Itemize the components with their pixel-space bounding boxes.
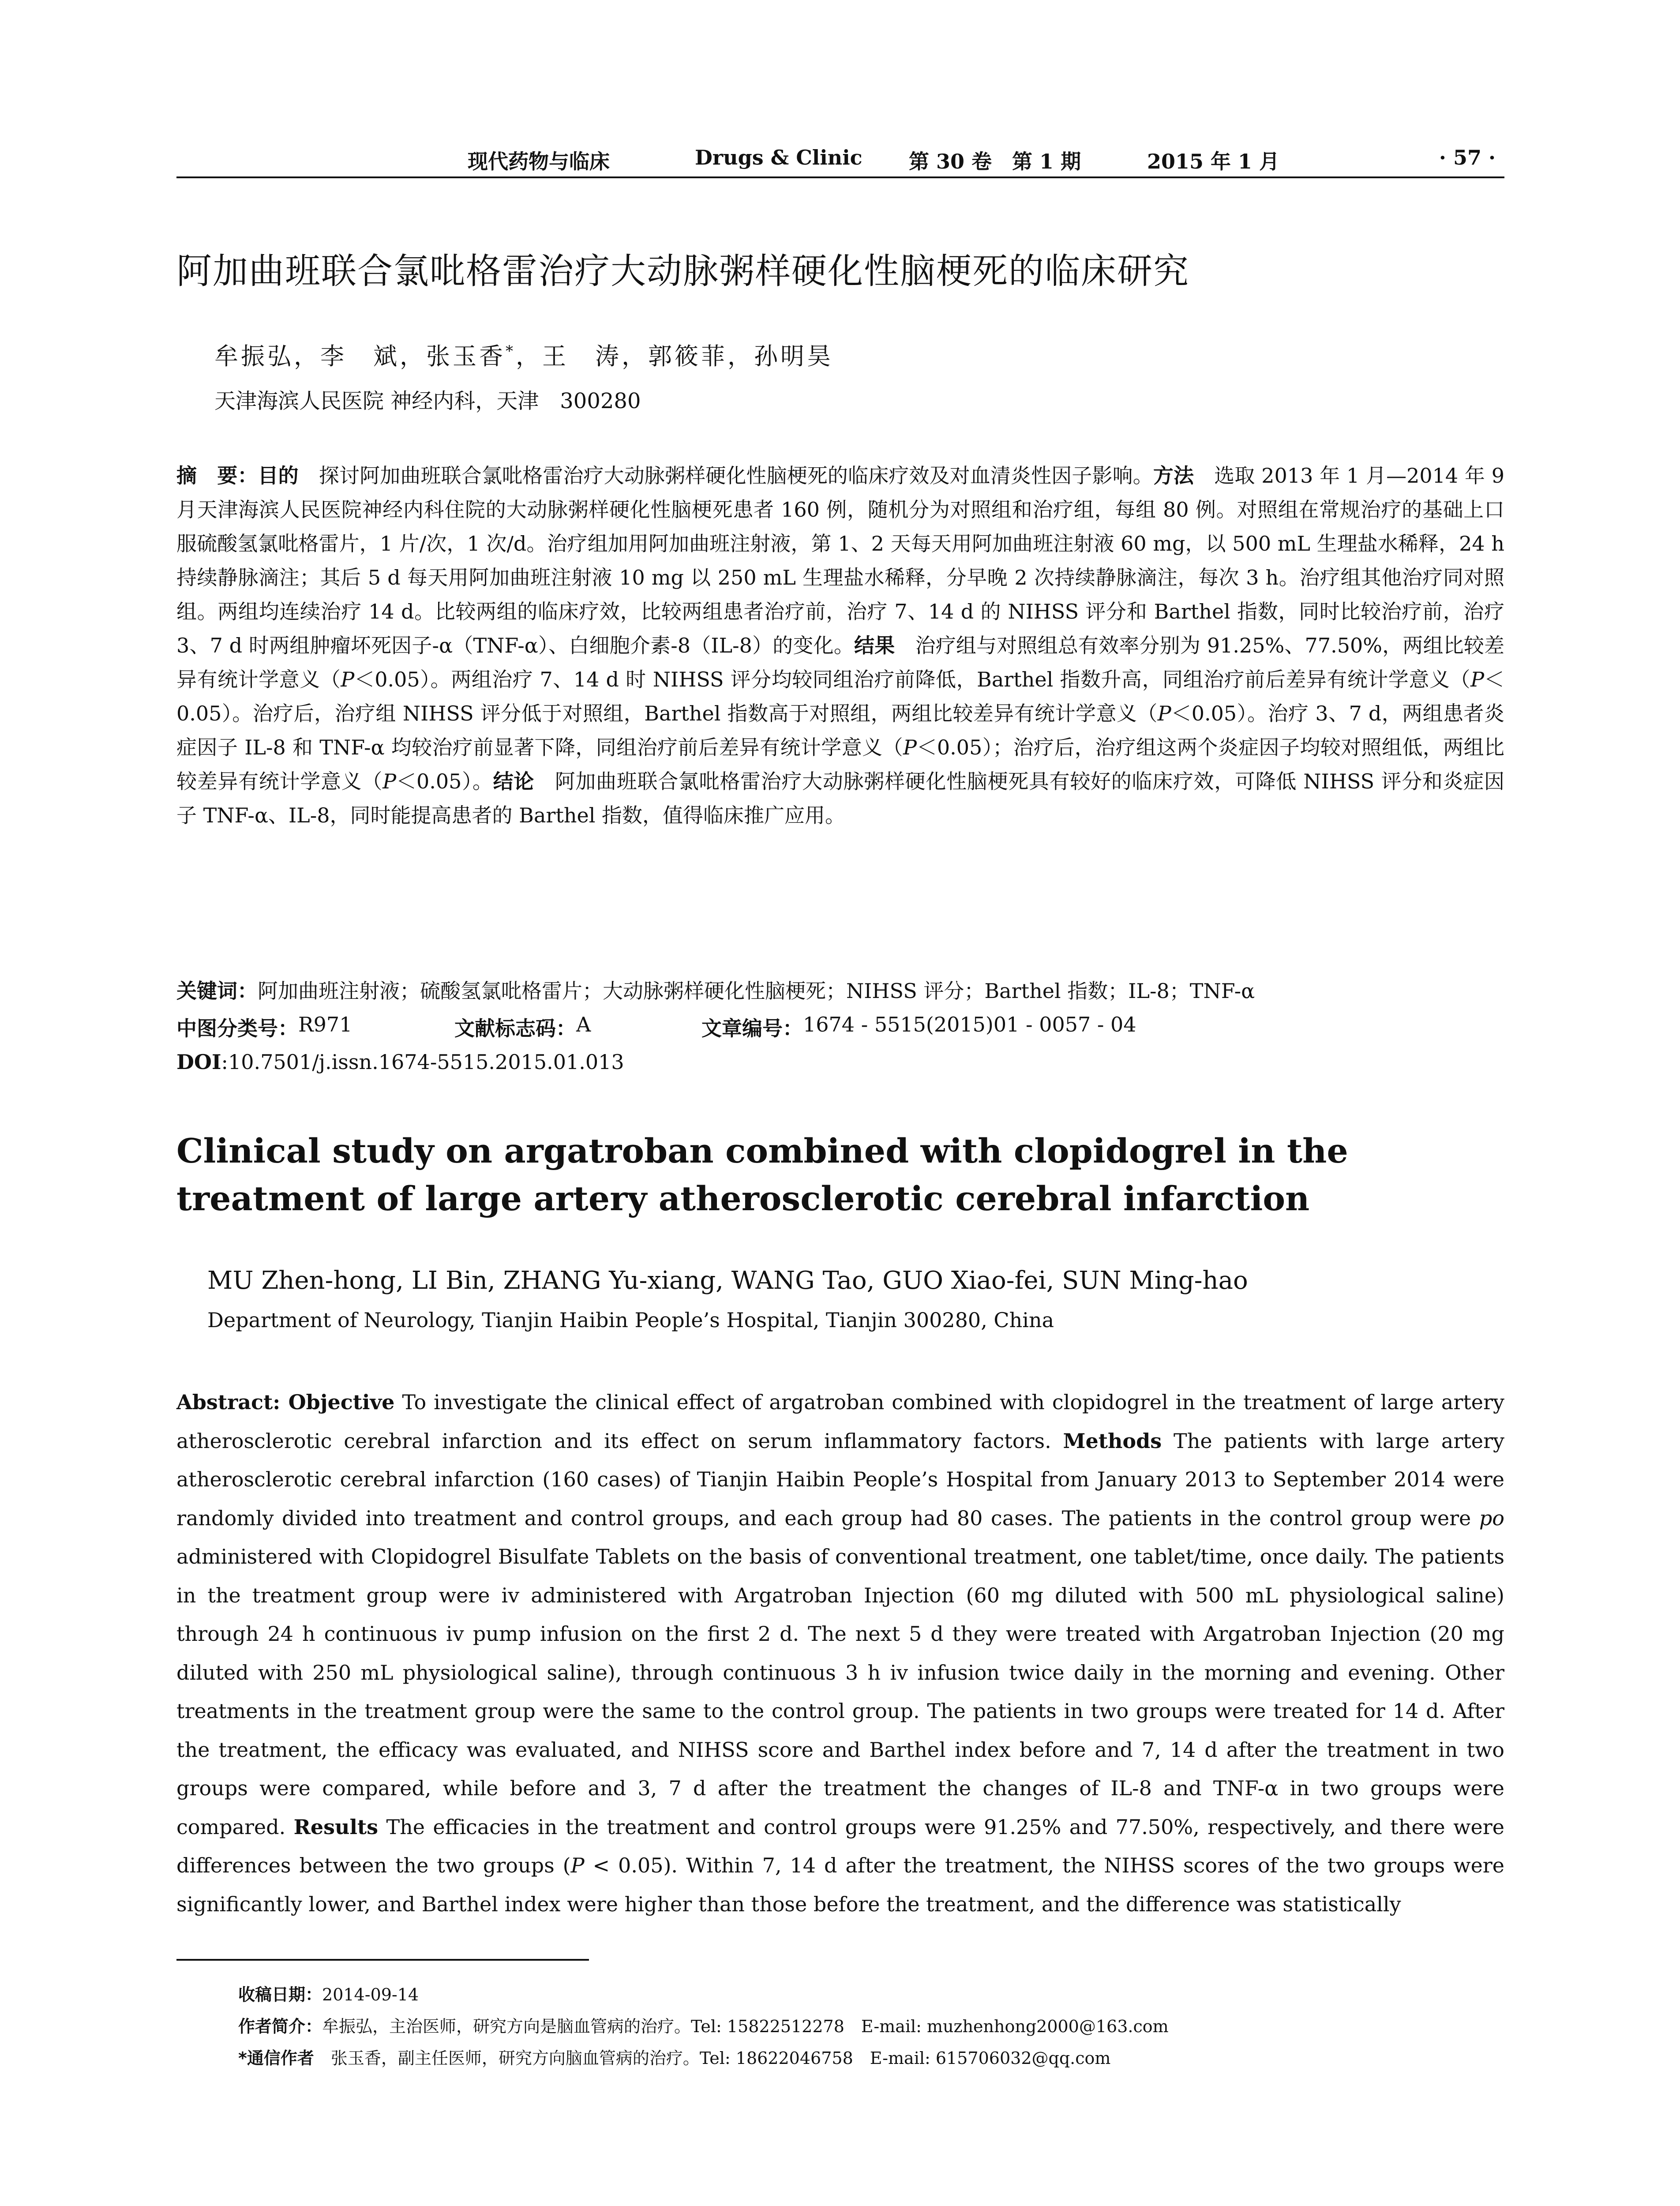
results-text-cn: ＜0.05）；治疗后，治疗组这两个炎症因子均较对照组低，两组比较差异有统计学意义（: [176, 735, 1505, 793]
article-number: [701, 1013, 1136, 1042]
footnote-rule: [176, 1959, 589, 1961]
p-value-symbol: P: [1470, 668, 1485, 691]
volume-issue: 第 30 卷 第 1 期: [909, 150, 1081, 173]
po-abbrev: po: [1479, 1506, 1504, 1530]
author-bio-text: 牟振弘，主治医师，研究方向是脑血管病的治疗。Tel: 15822512278 E-mail: muzhenhong2000@163.com: [322, 2017, 1169, 2036]
received-label: 收稿日期：: [238, 1985, 322, 2004]
methods-label-cn: 方法: [1153, 464, 1194, 488]
results-label-en: Results: [293, 1815, 379, 1839]
doi: [176, 1050, 624, 1074]
abstract-en: [176, 1383, 1504, 1924]
journal-name-cn: 现代药物与临床: [468, 150, 610, 173]
author-bio: [238, 2011, 1169, 2042]
objective-label-cn: 目的: [258, 464, 299, 488]
footnotes: [238, 1979, 1169, 2074]
authors-cn-before: 牟振弘，李 斌，张玉香: [214, 342, 506, 370]
document-code-label: 文献标志码：: [454, 1017, 576, 1040]
results-text-cn: ＜0.05）。治疗后，治疗组 NIHSS 评分低于对照组，Barthel 指数高于对照组，两组比较差异有统计学意义（: [176, 668, 1505, 725]
keywords-label: 关键词：: [176, 979, 258, 1003]
clc-value: R971: [298, 1013, 352, 1036]
doi-label: DOI: [176, 1050, 221, 1074]
page-number: · 57 ·: [1439, 146, 1496, 169]
doi-value: :10.7501/j.issn.1674-5515.2015.01.013: [221, 1050, 624, 1074]
conclusion-label-cn: 结论: [493, 769, 534, 793]
results-text-cn: ＜0.05）。: [396, 769, 493, 793]
authors-cn: [214, 338, 833, 371]
author-bio-label: 作者简介：: [238, 2017, 322, 2036]
abstract-en-label: Abstract: Objective: [176, 1390, 395, 1414]
article-number-value: 1674 - 5515(2015)01 - 0057 - 04: [803, 1013, 1136, 1036]
p-value-symbol: P: [1157, 702, 1171, 725]
keywords-text: 阿加曲班注射液；硫酸氢氯吡格雷片；大动脉粥样硬化性脑梗死；NIHSS 评分；Barthel 指数；IL-8；TNF-α: [258, 979, 1255, 1003]
keywords-cn: [176, 975, 1504, 1004]
results-text-cn: 治疗组与对照组总有效率分别为 91.25%、77.50%，两组比较差异有统计学意义（: [176, 634, 1505, 691]
corresponding-text: 张玉香，副主任医师，研究方向脑血管病的治疗。Tel: 18622046758 E-mail: 615706032@qq.com: [314, 2048, 1111, 2068]
title-cn: 阿加曲班联合氯吡格雷治疗大动脉粥样硬化性脑梗死的临床研究: [176, 251, 1189, 292]
abstract-cn: [176, 459, 1504, 833]
corresponding-mark: *: [506, 342, 516, 360]
abstract-cn-label: 摘 要：: [176, 464, 258, 488]
methods-text-en: The patients with large artery atherosclerotic cerebral infarction (160 cases) of Tianjin Haibin People’s Hospital from January 2013 to September 2014 were randomly divided into treatment and control groups, and each group had 80 cases. The patients in the control group were: [176, 1429, 1504, 1530]
affiliation-en: Department of Neurology, Tianjin Haibin People’s Hospital, Tianjin 300280, China: [207, 1308, 1054, 1332]
journal-name-en: Drugs & Clinic: [695, 146, 862, 169]
received-value: 2014-09-14: [322, 1985, 419, 2004]
title-en: Clinical study on argatroban combined with clopidogrel in the treatment of large artery atherosclerotic cerebral infarction: [176, 1131, 1348, 1218]
methods-label-en: Methods: [1063, 1429, 1162, 1453]
results-text-cn: ＜0.05）。治疗 3、7 d，两组患者炎症因子 IL-8 和 TNF-α 均较治疗前显著下降，同组治疗前后差异有统计学意义（: [176, 702, 1504, 759]
objective-text-cn: 探讨阿加曲班联合氯吡格雷治疗大动脉粥样硬化性脑梗死的临床疗效及对血清炎性因子影响。: [298, 464, 1153, 488]
corresponding-author: [238, 2042, 1169, 2074]
results-text-en: < 0.05). Within 7, 14 d after the treatment, the NIHSS scores of the two groups were significantly lower, and Barthel index were higher than those before the treatment, and the difference was statistically: [176, 1853, 1505, 1916]
p-value-symbol: P: [341, 668, 355, 691]
results-text-cn: ＜0.05）。两组治疗 7、14 d 时 NIHSS 评分均较同组治疗前降低，Barthel 指数升高，同组治疗前后差异有统计学意义（: [354, 668, 1471, 691]
article-number-label: 文章编号：: [701, 1017, 803, 1040]
objective-text-en: To investigate the clinical effect of argatroban combined with clopidogrel in the treatment of large artery atherosclerotic cerebral infarction and its effect on serum inflammatory factors.: [176, 1390, 1505, 1453]
header-rule: [176, 176, 1504, 178]
methods-text-en: administered with Clopidogrel Bisulfate Tablets on the basis of conventional treatment, one tablet/time, once daily. The patients in the treatment group were iv administered with Argatroban Injection (60 mg diluted with 500 mL physiological saline) through 24 h continuous iv pump infusion on the first 2 d. The next 5 d they were treated with Argatroban Injection (20 mg diluted with 250 mL physiological saline), through continuous 3 h iv infusion twice daily in the morning and evening. Other treatments in the treatment group were the same to the control group. The patients in two groups were treated for 14 d. After the treatment, the efficacy was evaluated, and NIHSS score and Barthel index before and 7, 14 d after the treatment in two groups were compared, while before and 3, 7 d after the treatment the changes of IL-8 and TNF-α in two groups were compared.: [176, 1545, 1504, 1839]
running-header: [176, 146, 1504, 181]
conclusion-text-cn: 阿加曲班联合氯吡格雷治疗大动脉粥样硬化性脑梗死具有较好的临床疗效，可降低 NIHSS 评分和炎症因子 TNF-α、IL-8，同时能提高患者的 Barthel 指数，值得临床推广应用。: [176, 769, 1505, 827]
issue-date: 2015 年 1 月: [1147, 150, 1280, 173]
clc-label: 中图分类号：: [176, 1017, 298, 1040]
document-code: [454, 1013, 591, 1042]
document-code-value: A: [576, 1013, 591, 1036]
methods-text-cn: 选取 2013 年 1 月—2014 年 9 月天津海滨人民医院神经内科住院的大动脉粥样硬化性脑梗死患者 160 例，随机分为对照组和治疗组，每组 80 例。对照组在常规治疗的基础上口服硫酸氢氯吡格雷片，1 片/次，1 次/d。治疗组加用阿加曲班注射液，第 1、2 天每天用阿加曲班注射液 60 mg，以 500 mL 生理盐水稀释，24 h 持续静脉滴注；其后 5 d 每天用阿加曲班注射液 10 mg 以 250 mL 生理盐水稀释，分早晚 2 次持续静脉滴注，每次 3 h。治疗组其他治疗同对照组。两组均连续治疗 14 d。比较两组的临床疗效，比较两组患者治疗前，治疗 7、14 d 的 NIHSS 评分和 Barthel 指数，同时比较治疗前，治疗 3、7 d 时两组肿瘤坏死因子-α（TNF-α）、白细胞介素-8（IL-8）的变化。: [176, 464, 1505, 657]
clc-number: [176, 1013, 352, 1042]
received-date: [238, 1979, 1169, 2011]
authors-en: MU Zhen-hong, LI Bin, ZHANG Yu-xiang, WANG Tao, GUO Xiao-fei, SUN Ming-hao: [207, 1266, 1248, 1295]
authors-cn-after: ，王 涛，郭筱菲，孙明昊: [516, 342, 833, 370]
p-value-symbol: P: [570, 1853, 585, 1877]
corresponding-label: *通信作者: [238, 2048, 314, 2068]
p-value-symbol: P: [382, 769, 397, 793]
results-text-en: The efficacies in the treatment and control groups were 91.25% and 77.50%, respectively, and there were differences between the two groups (: [176, 1815, 1504, 1877]
results-label-cn: 结果: [854, 634, 895, 657]
affiliation-cn: 天津海滨人民医院 神经内科，天津 300280: [214, 389, 641, 413]
p-value-symbol: P: [903, 735, 917, 759]
